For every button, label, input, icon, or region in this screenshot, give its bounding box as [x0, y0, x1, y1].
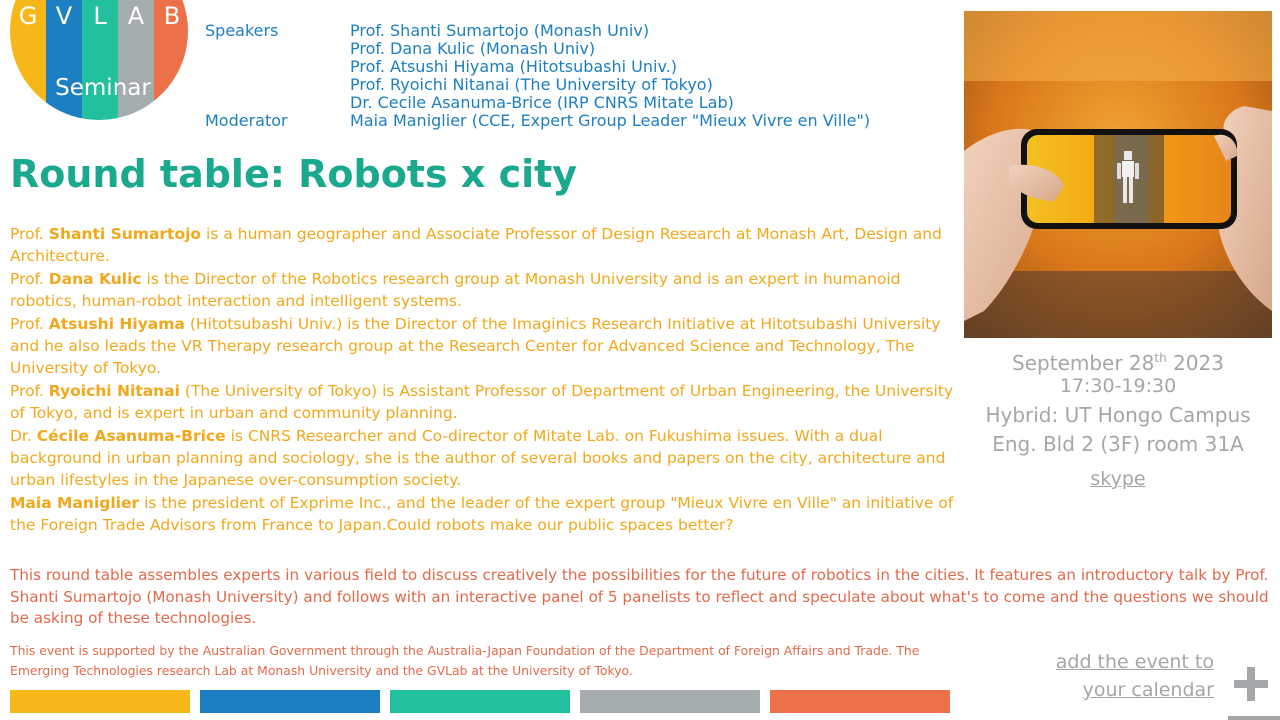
speaker-bios: [10, 223, 965, 537]
speaker-name: Dr. Cecile Asanuma-Brice (IRP CNRS Mitate Lab): [350, 93, 734, 112]
bio-name: Atsushi Hiyama: [48, 314, 185, 333]
speaker-name: Prof. Atsushi Hiyama (Hitotsubashi Univ.): [350, 57, 678, 76]
bio-name: Cécile Asanuma-Brice: [36, 426, 226, 445]
bio-prefix: Prof.: [10, 225, 49, 243]
bio-name: Maia Maniglier: [10, 493, 140, 512]
event-venue-campus: Hybrid: UT Hongo Campus: [985, 403, 1251, 427]
bio-name: Ryoichi Nitanai: [48, 381, 180, 400]
add-to-calendar-link[interactable]: [1056, 648, 1214, 704]
logo-subtitle: Seminar: [55, 75, 151, 101]
bio-text: (Hitotsubashi Univ.) is the Director of the Imaginics Research Initiative at Hitotsubashi University and he also leads the VR Therapy research group at the Research Center for Advanced Science and Technology, The University of Tokyo.: [10, 314, 941, 378]
logo-letter-a: A: [127, 2, 145, 30]
speaker-name: Prof. Shanti Sumartojo (Monash Univ): [350, 21, 650, 40]
logo-letter-g: G: [18, 2, 38, 30]
event-venue-room: Eng. Bld 2 (3F) room 31A: [992, 432, 1244, 456]
event-time: 17:30-19:30: [1059, 375, 1177, 397]
bio-paragraph: [10, 492, 965, 537]
calendar-link-line: your calendar: [1082, 679, 1214, 701]
color-bar-blue: [200, 690, 380, 713]
bio-prefix: Prof.: [10, 269, 49, 288]
logo-letter-l: L: [93, 2, 107, 30]
color-bar-yellow: [10, 690, 190, 713]
page-title: Round table: Robots x city: [10, 152, 578, 196]
speaker-name: Prof. Dana Kulic (Monash Univ): [350, 39, 596, 58]
bio-text: is the Director of the Robotics research group at Monash University and is an expert in humanoid robotics, human-robot interaction and intelligent systems.: [10, 269, 901, 311]
moderator-name: Maia Maniglier (CCE, Expert Group Leader "Mieux Vivre en Ville"): [350, 111, 871, 130]
event-date-year: 2023: [1166, 351, 1224, 375]
logo-letter-b: B: [163, 2, 181, 30]
bio-name: Dana Kulic: [48, 269, 142, 288]
bio-prefix: Prof.: [10, 314, 49, 333]
event-date-suffix: th: [1154, 351, 1167, 365]
logo-letter-v: V: [55, 2, 73, 30]
skype-link[interactable]: skype: [1090, 468, 1146, 490]
plus-icon[interactable]: [1232, 665, 1270, 703]
bio-prefix: Prof.: [10, 381, 49, 400]
bio-paragraph: [10, 223, 965, 268]
gvlab-seminar-logo: [10, 0, 190, 122]
bio-text: is the president of Exprime Inc., and the leader of the expert group "Mieux Vivre en Ville" an initiative of the Foreign Trade Advisors from France to Japan.Could robots make our public spaces better?: [10, 493, 954, 535]
speakers-label: Speakers: [205, 21, 279, 40]
bio-paragraph: [10, 380, 965, 425]
bio-text: is a human geographer and Associate Professor of Design Research at Monash Art, Design and Architecture.: [10, 225, 942, 266]
bio-paragraph: [10, 313, 965, 380]
support-note: This event is supported by the Australian Government through the Australia-Japan Foundation of the Department of Foreign Affairs and Trade. The Emerging Technologies research Lab at Monash University and the GVLab at the University of Tokyo.: [10, 643, 920, 678]
color-bar-green: [390, 690, 570, 713]
speakers-list: [350, 22, 734, 112]
moderator-label: Moderator: [205, 111, 288, 130]
bio-name: Shanti Sumartojo: [48, 225, 202, 243]
bio-paragraph: [10, 268, 965, 313]
bio-paragraph: [10, 425, 965, 492]
calendar-link-line: add the event to: [1055, 651, 1214, 673]
bio-text: is CNRS Researcher and Co-director of Mitate Lab. on Fukushima issues. With a dual background in urban planning and sociology, she is the author of several books and papers on the city, architecture and urban lifestyles in the Japanese over-consumption society.: [10, 426, 946, 490]
bio-prefix: Dr.: [10, 426, 37, 445]
corner-divider: [1228, 716, 1280, 720]
speaker-name: Prof. Ryoichi Nitanai (The University of Tokyo): [350, 75, 713, 94]
robot-phone-photo: [964, 11, 1272, 338]
bio-text: (The University of Tokyo) is Assistant Professor of Department of Urban Engineering, the University of Tokyo, and is expert in urban and community planning.: [10, 381, 954, 423]
color-bar-orange: [770, 690, 950, 713]
color-bar-gray: [580, 690, 760, 713]
intro-paragraph: This round table assembles experts in various field to discuss creatively the possibilities for the future of robotics in the cities. It features an introductory talk by Prof. Shanti Sumartojo (Monash University) and follows with an interactive panel of 5 panelists to reflect and speculate about what's to come and the questions we should be asking of these technologies.: [10, 566, 1269, 627]
event-date-main: September 28: [1012, 351, 1155, 375]
